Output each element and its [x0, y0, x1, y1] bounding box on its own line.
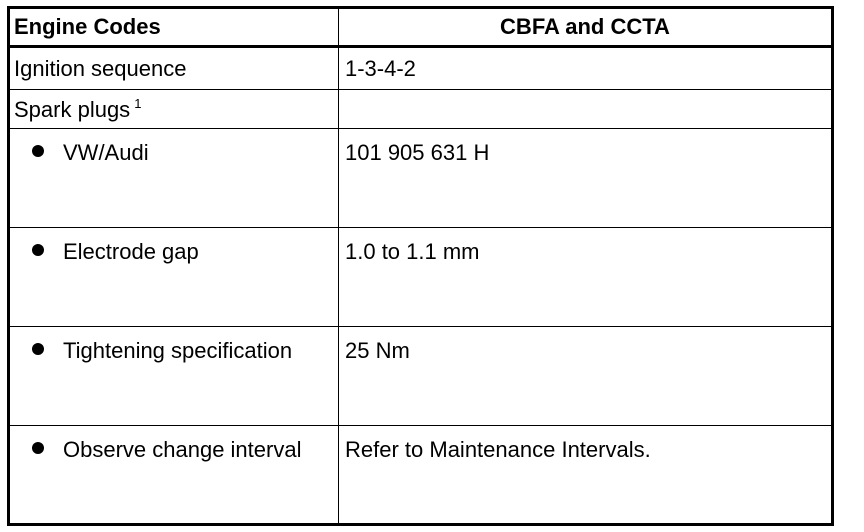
bullet-icon — [32, 244, 44, 256]
table-row — [9, 326, 833, 425]
table-row — [9, 227, 833, 326]
vw-audi-value: 101 905 631 H — [339, 128, 833, 227]
bullet-icon — [32, 442, 44, 454]
sub-row-label-cell — [9, 425, 339, 524]
bullet-icon — [32, 343, 44, 355]
sub-row-label-cell — [9, 326, 339, 425]
spark-plugs-label-cell — [9, 89, 339, 128]
table-row — [9, 89, 833, 128]
bullet-icon — [32, 145, 44, 157]
tightening-spec-label: Tightening specification — [63, 337, 293, 363]
engine-spec-table — [7, 6, 834, 526]
ignition-sequence-value: 1-3-4-2 — [339, 46, 833, 89]
table-row — [9, 46, 833, 89]
electrode-gap-value: 1.0 to 1.1 mm — [339, 227, 833, 326]
table-row — [9, 128, 833, 227]
header-row — [9, 8, 833, 47]
ignition-sequence-label: Ignition sequence — [9, 46, 339, 89]
change-interval-label: Observe change interval — [63, 436, 302, 462]
header-engine-codes: Engine Codes — [9, 8, 339, 47]
sub-row-label-cell — [9, 227, 339, 326]
spark-plugs-value — [339, 89, 833, 128]
change-interval-value: Refer to Maintenance Intervals. — [339, 425, 833, 524]
header-engine-code-values: CBFA and CCTA — [339, 8, 833, 47]
electrode-gap-label: Electrode gap — [63, 238, 199, 264]
tightening-spec-value: 25 Nm — [339, 326, 833, 425]
spark-plugs-label: Spark plugs — [14, 96, 131, 122]
footnote-marker: 1 — [134, 95, 142, 111]
sub-row-label-cell — [9, 128, 339, 227]
table-row — [9, 425, 833, 524]
vw-audi-label: VW/Audi — [63, 139, 149, 165]
